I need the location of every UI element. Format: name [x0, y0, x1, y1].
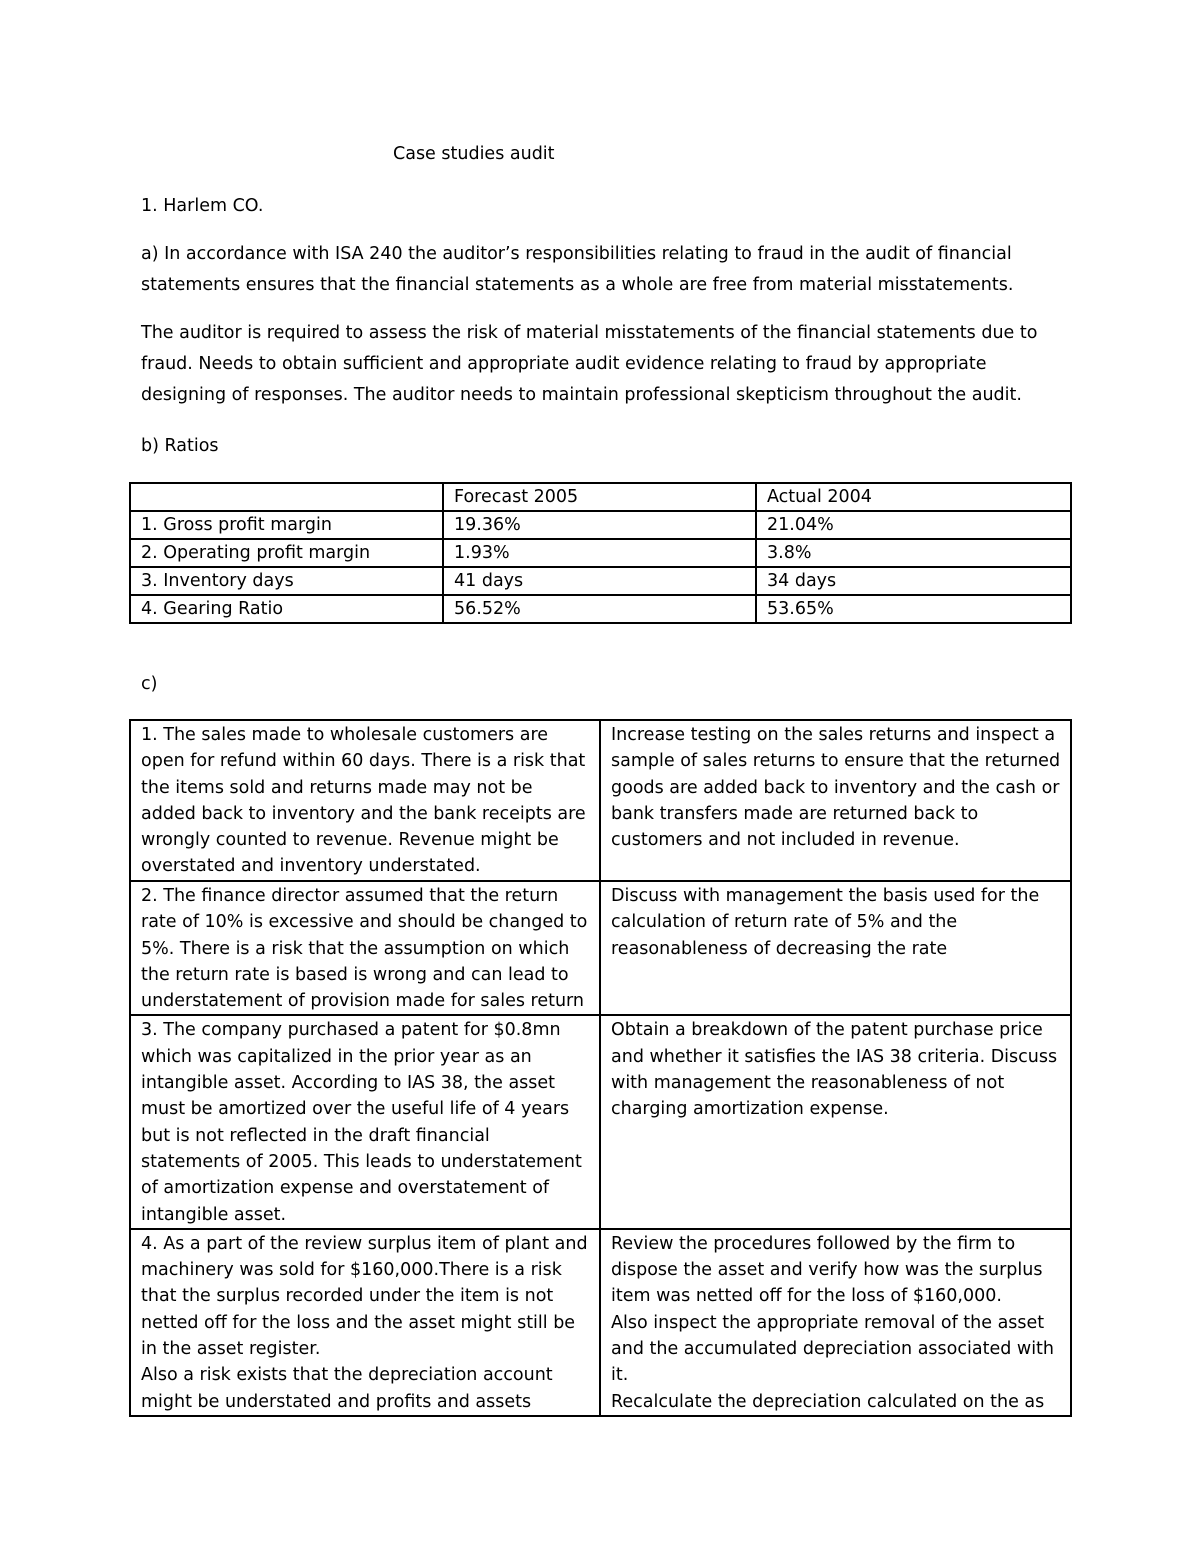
table-row	[130, 539, 1071, 567]
risk-cell: 1. The sales made to wholesale customers are open for refund within 60 days. There is a risk that the items sold and returns made may not be added back to inventory and the bank receipts are wrongly counted to revenue. Revenue might be overstated and inventory understated.	[130, 720, 600, 881]
ratio-name: 1. Gross profit margin	[130, 511, 443, 539]
table-row	[130, 1015, 1071, 1228]
table-row	[130, 1229, 1071, 1416]
forecast-value: 19.36%	[443, 511, 756, 539]
forecast-value: 41 days	[443, 567, 756, 595]
response-cell: Increase testing on the sales returns and inspect a sample of sales returns to ensure that the returned goods are added back to inventory and the cash or bank transfers made are returned back to customers and not included in revenue.	[600, 720, 1071, 881]
forecast-value: 56.52%	[443, 595, 756, 623]
risk-cell: 3. The company purchased a patent for $0.8mn which was capitalized in the prior year as an intangible asset. According to IAS 38, the asset must be amortized over the useful life of 4 years but is not reflected in the draft financial statements of 2005. This leads to understatement of amortization expense and overstatement of intangible asset.	[130, 1015, 600, 1228]
table-row	[130, 720, 1071, 881]
paragraph-a-line: designing of responses. The auditor needs to maintain professional skepticism throughout the audit.	[141, 385, 1022, 405]
paragraph-a-line: a) In accordance with ISA 240 the auditor’s responsibilities relating to fraud in the audit of financial	[141, 244, 1012, 264]
paragraph-a-line: fraud. Needs to obtain sufficient and appropriate audit evidence relating to fraud by appropriate	[141, 354, 987, 374]
actual-value: 21.04%	[756, 511, 1071, 539]
table-row	[130, 511, 1071, 539]
table-header-cell: Forecast 2005	[443, 483, 756, 511]
forecast-value: 1.93%	[443, 539, 756, 567]
actual-value: 34 days	[756, 567, 1071, 595]
section-b-label: b) Ratios	[141, 436, 219, 456]
ratio-name: 2. Operating profit margin	[130, 539, 443, 567]
risk-cell: 2. The finance director assumed that the return rate of 10% is excessive and should be changed to 5%. There is a risk that the assumption on which the return rate is based is wrong and can lead to understatement of provision made for sales return	[130, 881, 600, 1015]
case-heading: 1. Harlem CO.	[141, 196, 264, 216]
table-row	[130, 881, 1071, 1015]
ratio-name: 4. Gearing Ratio	[130, 595, 443, 623]
actual-value: 53.65%	[756, 595, 1071, 623]
risk-cell: 4. As a part of the review surplus item of plant and machinery was sold for $160,000.There is a risk that the surplus recorded under the item is not netted off for the loss and the asset might still be in the asset register. Also a risk exists that the depreciation account might be understated and profits and assets	[130, 1229, 600, 1416]
risk-response-table	[129, 719, 1072, 1417]
table-header-cell: Actual 2004	[756, 483, 1071, 511]
table-row	[130, 567, 1071, 595]
table-header-row	[130, 483, 1071, 511]
document-title: Case studies audit	[393, 144, 555, 164]
response-cell: Obtain a breakdown of the patent purchase price and whether it satisfies the IAS 38 criteria. Discuss with management the reasonableness of not charging amortization expense.	[600, 1015, 1071, 1228]
table-header-cell	[130, 483, 443, 511]
ratios-table	[129, 482, 1072, 624]
section-c-label: c)	[141, 674, 158, 694]
response-cell: Review the procedures followed by the firm to dispose the asset and verify how was the surplus item was netted off for the loss of $160,000. Also inspect the appropriate removal of the asset and the accumulated depreciation associated with it. Recalculate the depreciation calculated on the as	[600, 1229, 1071, 1416]
table-row	[130, 595, 1071, 623]
paragraph-a-line: statements ensures that the financial statements as a whole are free from material misstatements.	[141, 275, 1014, 295]
ratio-name: 3. Inventory days	[130, 567, 443, 595]
response-cell: Discuss with management the basis used for the calculation of return rate of 5% and the reasonableness of decreasing the rate	[600, 881, 1071, 1015]
paragraph-a-line: The auditor is required to assess the risk of material misstatements of the financial statements due to	[141, 323, 1038, 343]
actual-value: 3.8%	[756, 539, 1071, 567]
